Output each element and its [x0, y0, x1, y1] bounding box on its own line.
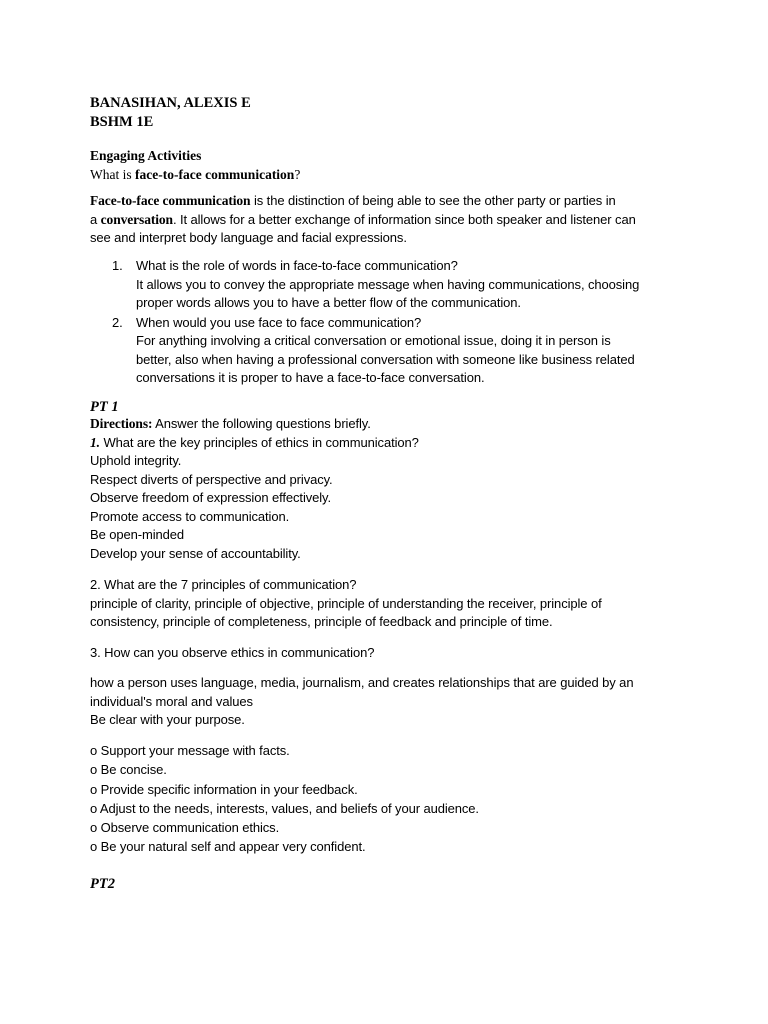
- numbered-list: [90, 257, 670, 388]
- list-item: Observe freedom of expression effectively.: [90, 490, 331, 505]
- q1-number: 1.: [90, 434, 100, 450]
- q3-question: 3. How can you observe ethics in communication?: [90, 645, 375, 660]
- list-item: o Be concise.: [90, 762, 167, 778]
- header-block: [90, 94, 670, 132]
- list-item: Be open-minded: [90, 527, 184, 542]
- q3-bullets: [90, 741, 670, 857]
- student-name: BANASIHAN, ALEXIS E: [90, 95, 251, 111]
- engaging-question: What is face-to-face communication?: [90, 166, 301, 182]
- pt1-questions: Directions: Answer the following questions briefly. 1. What are the key principles of ethics in communication? Uphold integrity. Respect diverts of perspective and privacy. Observe freedom of expression effectively. Promote access to communication. Be open-minded Develop your sense of accountability.: [90, 415, 670, 563]
- q3-answer: how a person uses language, media, journalism, and creates relationships that are guided by an individual's moral and values Be clear with your purpose.: [90, 675, 634, 727]
- list-item: o Adjust to the needs, interests, values, and beliefs of your audience.: [90, 800, 479, 816]
- pt1-block: [90, 398, 670, 417]
- list-item: Respect diverts of perspective and privacy.: [90, 471, 333, 487]
- list-item: Develop your sense of accountability.: [90, 545, 301, 561]
- list-item: o Observe communication ethics.: [90, 820, 280, 836]
- list-item: Promote access to communication.: [90, 508, 290, 524]
- engaging-title: Engaging Activities: [90, 148, 202, 163]
- list-item: 1. What is the role of words in face-to-face communication? It allows you to convey the appropriate message when having communications, choosing proper words allows you to have a better flow of the communication.: [112, 258, 640, 310]
- q2-block: 2. What are the 7 principles of communication? principle of clarity, principle of objective, principle of understanding the receiver, principle of consistency, principle of completeness, principle of feedback and principle of time.: [90, 576, 670, 632]
- list-item: o Be your natural self and appear very confident.: [90, 839, 366, 855]
- definition-paragraph: Face-to-face communication is the distinction of being able to see the other party or parties in a conversation. It allows for a better exchange of information since both speaker and listener can see and interpret body language and facial expressions.: [90, 193, 636, 245]
- list-item: 2. When would you use face to face communication? For anything involving a critical conversation or emotional issue, doing it in person is better, also when having a professional conversation with someone like business related conversations it is proper to have a face-to-face conversation.: [112, 314, 635, 385]
- pt2-block: [90, 875, 670, 894]
- definition-term: Face-to-face communication: [90, 193, 251, 208]
- list-item: o Support your message with facts.: [90, 743, 290, 758]
- pt2-title: PT2: [90, 876, 115, 892]
- directions-label: Directions:: [90, 416, 153, 431]
- list-item: o Provide specific information in your feedback.: [90, 781, 358, 797]
- engaging-activities-block: [90, 147, 670, 184]
- list-item: Uphold integrity.: [90, 453, 182, 468]
- q2-question: 2. What are the 7 principles of communication?: [90, 577, 357, 592]
- conversation-term: conversation: [100, 211, 173, 227]
- q3-block: [90, 644, 670, 663]
- student-section: BSHM 1E: [90, 114, 154, 130]
- pt1-title: PT 1: [90, 399, 119, 415]
